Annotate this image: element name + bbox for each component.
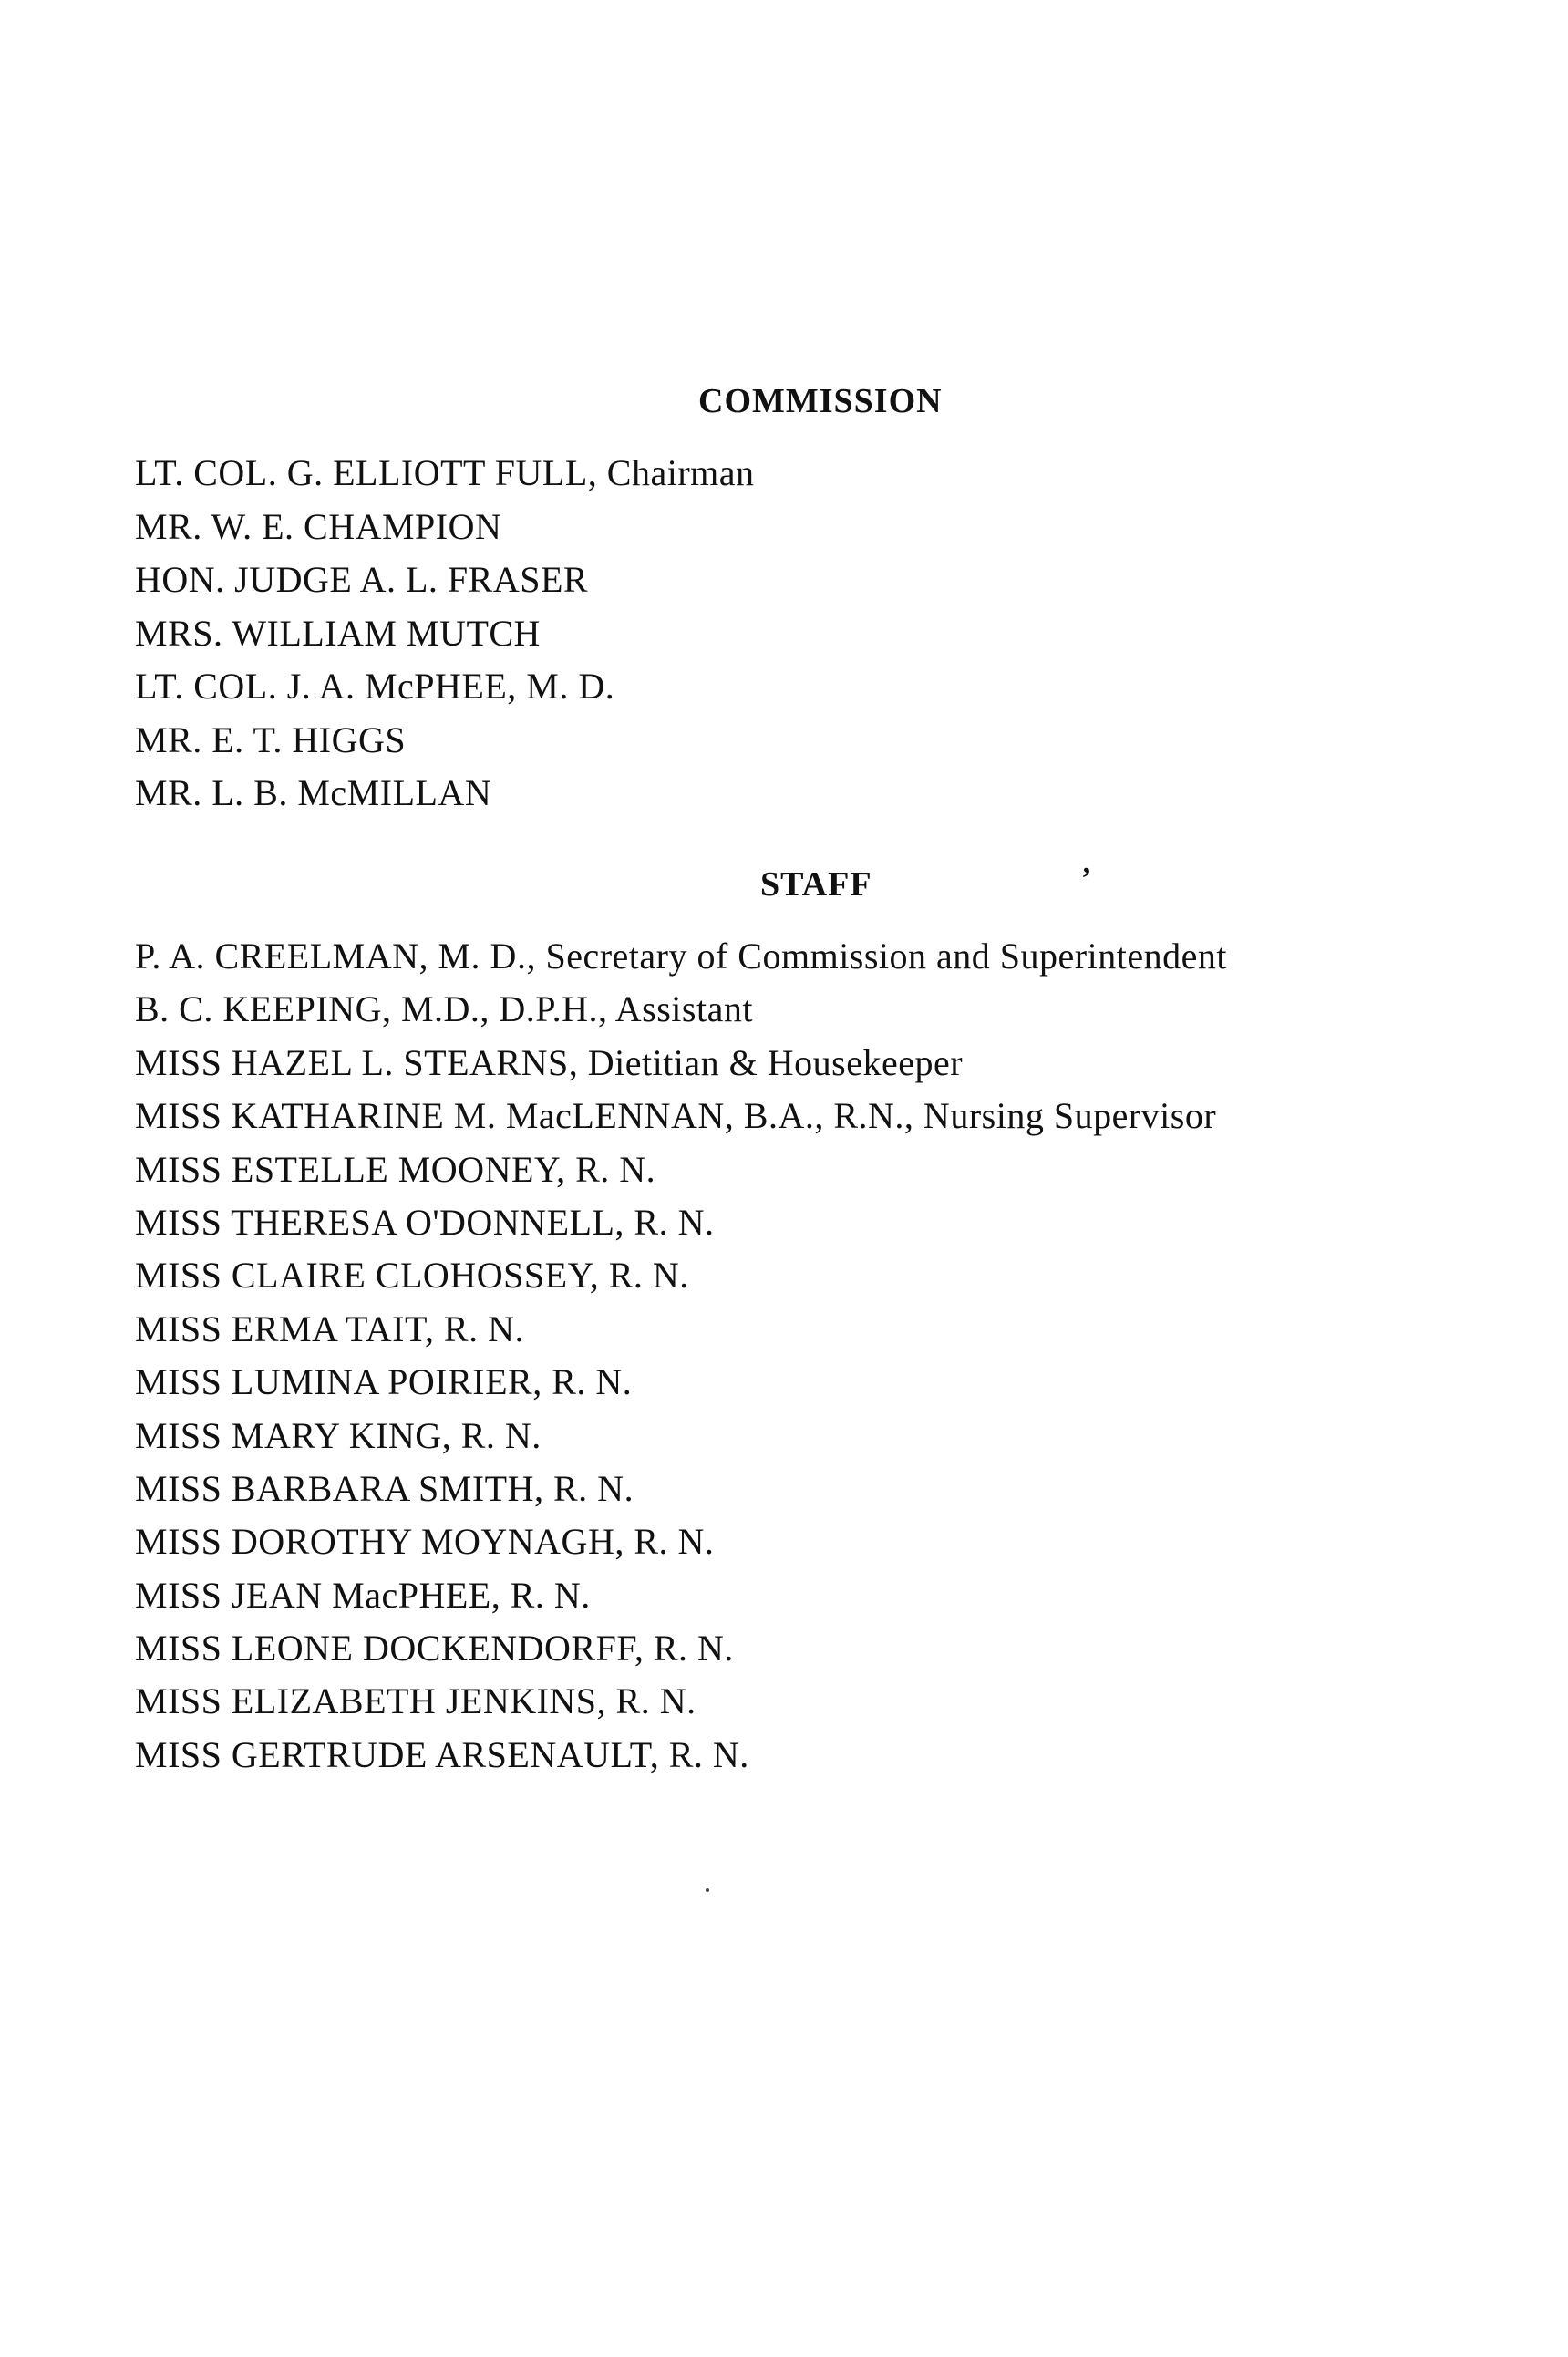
staff-member: MISS LUMINA POIRIER, R. N. — [135, 1361, 633, 1403]
commission-member: LT. COL. J. A. McPHEE, M. D. — [135, 666, 615, 707]
staff-member: MISS KATHARINE M. MacLENNAN, B.A., R.N., Nursing Supervisor — [135, 1095, 1217, 1137]
staff-member: MISS ELIZABETH JENKINS, R. N. — [135, 1680, 696, 1722]
commission-heading: COMMISSION — [698, 382, 943, 420]
commission-member: MR. L. B. McMILLAN — [135, 772, 492, 813]
staff-member: MISS CLAIRE CLOHOSSEY, R. N. — [135, 1255, 689, 1297]
staff-member: MISS LEONE DOCKENDORFF, R. N. — [135, 1628, 734, 1670]
staff-member-list — [135, 930, 1227, 1782]
staff-member: P. A. CREELMAN, M. D., Secretary of Commission and Superintendent — [135, 936, 1227, 977]
staff-member: MISS JEAN MacPHEE, R. N. — [135, 1574, 591, 1616]
staff-member: B. C. KEEPING, M.D., D.P.H., Assistant — [135, 988, 753, 1030]
staff-member: MISS MARY KING, R. N. — [135, 1414, 542, 1456]
staff-member: MISS HAZEL L. STEARNS, Dietitian & Housekeeper — [135, 1041, 964, 1083]
commission-member: MR. W. E. CHAMPION — [135, 505, 502, 547]
commission-member: MR. E. T. HIGGS — [135, 718, 407, 760]
stray-print-mark: ’ — [1081, 862, 1092, 895]
staff-member: MISS GERTRUDE ARSENAULT, R. N. — [135, 1733, 749, 1775]
commission-member: HON. JUDGE A. L. FRASER — [135, 559, 589, 600]
commission-member: MRS. WILLIAM MUTCH — [135, 612, 541, 654]
staff-member: MISS ESTELLE MOONEY, R. N. — [135, 1148, 656, 1190]
staff-member: MISS ERMA TAIT, R. N. — [135, 1308, 524, 1349]
stray-dot-mark — [706, 1888, 709, 1892]
staff-member: MISS THERESA O'DONNELL, R. N. — [135, 1201, 715, 1243]
staff-member: MISS DOROTHY MOYNAGH, R. N. — [135, 1521, 715, 1563]
staff-member: MISS BARBARA SMITH, R. N. — [135, 1467, 634, 1509]
staff-heading: STAFF — [760, 865, 872, 904]
commission-member-list — [135, 447, 755, 821]
commission-member: LT. COL. G. ELLIOTT FULL, Chairman — [135, 452, 755, 493]
